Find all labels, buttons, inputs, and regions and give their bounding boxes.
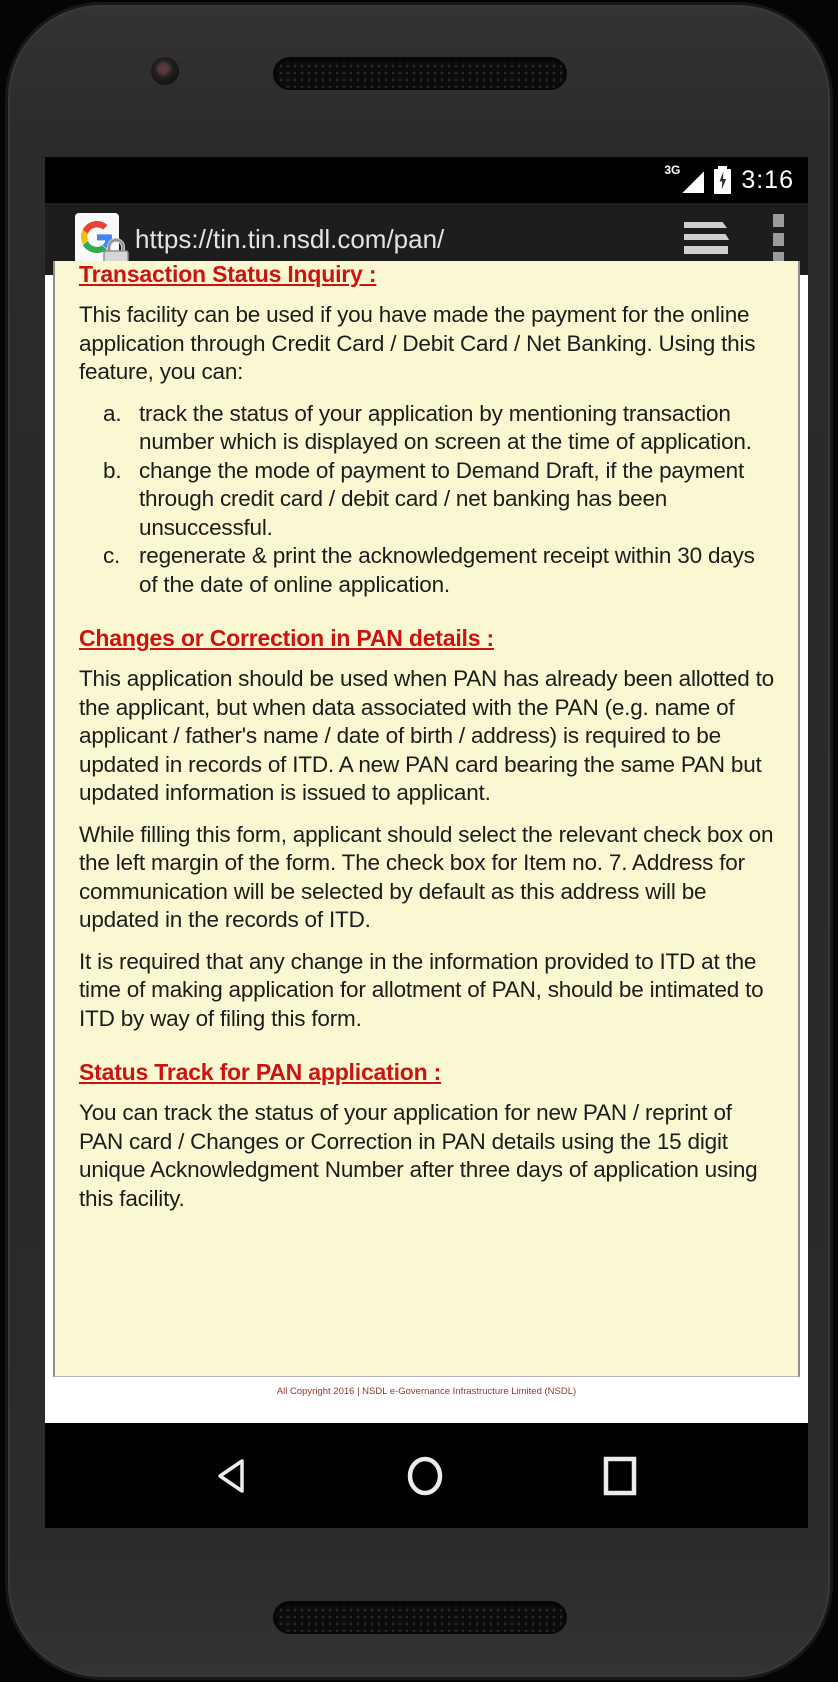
copyright-footer: All Copyright 2016 | NSDL e-Governance Infrastructure Limited (NSDL): [45, 1377, 808, 1397]
recents-button[interactable]: [600, 1454, 640, 1498]
heading-status-track: Status Track for PAN application :: [79, 1059, 442, 1085]
paragraph-status-track: You can track the status of your application for new PAN / reprint of PAN card / Changes or Correction in PAN details using the 15 digit unique Acknowledgment Number after three days of application using this facility.: [79, 1100, 758, 1211]
back-button[interactable]: [213, 1454, 249, 1498]
home-button[interactable]: [403, 1454, 447, 1498]
tab-switcher-icon[interactable]: [679, 219, 733, 259]
url-text[interactable]: https://tin.tin.nsdl.com/pan/: [135, 223, 445, 254]
bottom-speaker-grille: [273, 1601, 567, 1634]
list-item: a. track the status of your application by mentioning transaction number which is displayed on screen at the time of application.: [103, 400, 752, 454]
status-clock: 3:16: [741, 165, 794, 194]
phone-frame: [5, 2, 833, 1680]
network-type-label: 3G: [664, 163, 681, 177]
webpage-viewport[interactable]: [45, 261, 808, 1423]
battery-charging-icon: [714, 166, 731, 194]
browser-menu-icon[interactable]: [773, 214, 788, 265]
status-bar: [45, 157, 808, 203]
transaction-options-list: [79, 400, 774, 600]
paragraph-changes-1: This application should be used when PAN has already been allotted to the applicant, but when data associated with the PAN (e.g. name of applicant / father's name / date of birth / address) is required to be updated in records of ITD. A new PAN card bearing the same PAN but updated information is issued to applicant.: [79, 666, 774, 805]
site-favicon: [75, 213, 119, 265]
android-nav-bar: [45, 1423, 808, 1528]
heading-changes-or-correction: Changes or Correction in PAN details :: [79, 625, 494, 651]
page-content-panel: [53, 261, 800, 1377]
paragraph-changes-2: While filling this form, applicant should select the relevant check box on the left margin of the form. The check box for Item no. 7. Address for communication will be selected by default as this address will be updated in the records of ITD.: [79, 821, 774, 932]
list-item: c. regenerate & print the acknowledgement receipt within 30 days of the date of online application.: [103, 543, 755, 597]
phone-screen: [45, 157, 808, 1528]
cellular-signal-icon: [664, 165, 704, 195]
list-item: b. change the mode of payment to Demand Draft, if the payment through credit card / debit card / net banking has been unsuccessful.: [103, 457, 744, 540]
paragraph-transaction-intro: This facility can be used if you have made the payment for the online application through Credit Card / Debit Card / Net Banking. Using this feature, you can:: [79, 302, 756, 384]
earpiece-speaker-grille: [273, 57, 567, 90]
heading-transaction-status-inquiry: Transaction Status Inquiry :: [79, 261, 377, 287]
front-camera: [151, 57, 179, 85]
paragraph-changes-3: It is required that any change in the information provided to ITD at the time of making application for allotment of PAN, should be intimated to ITD by way of filing this form.: [79, 948, 764, 1031]
signal-triangle-icon: [682, 171, 704, 193]
